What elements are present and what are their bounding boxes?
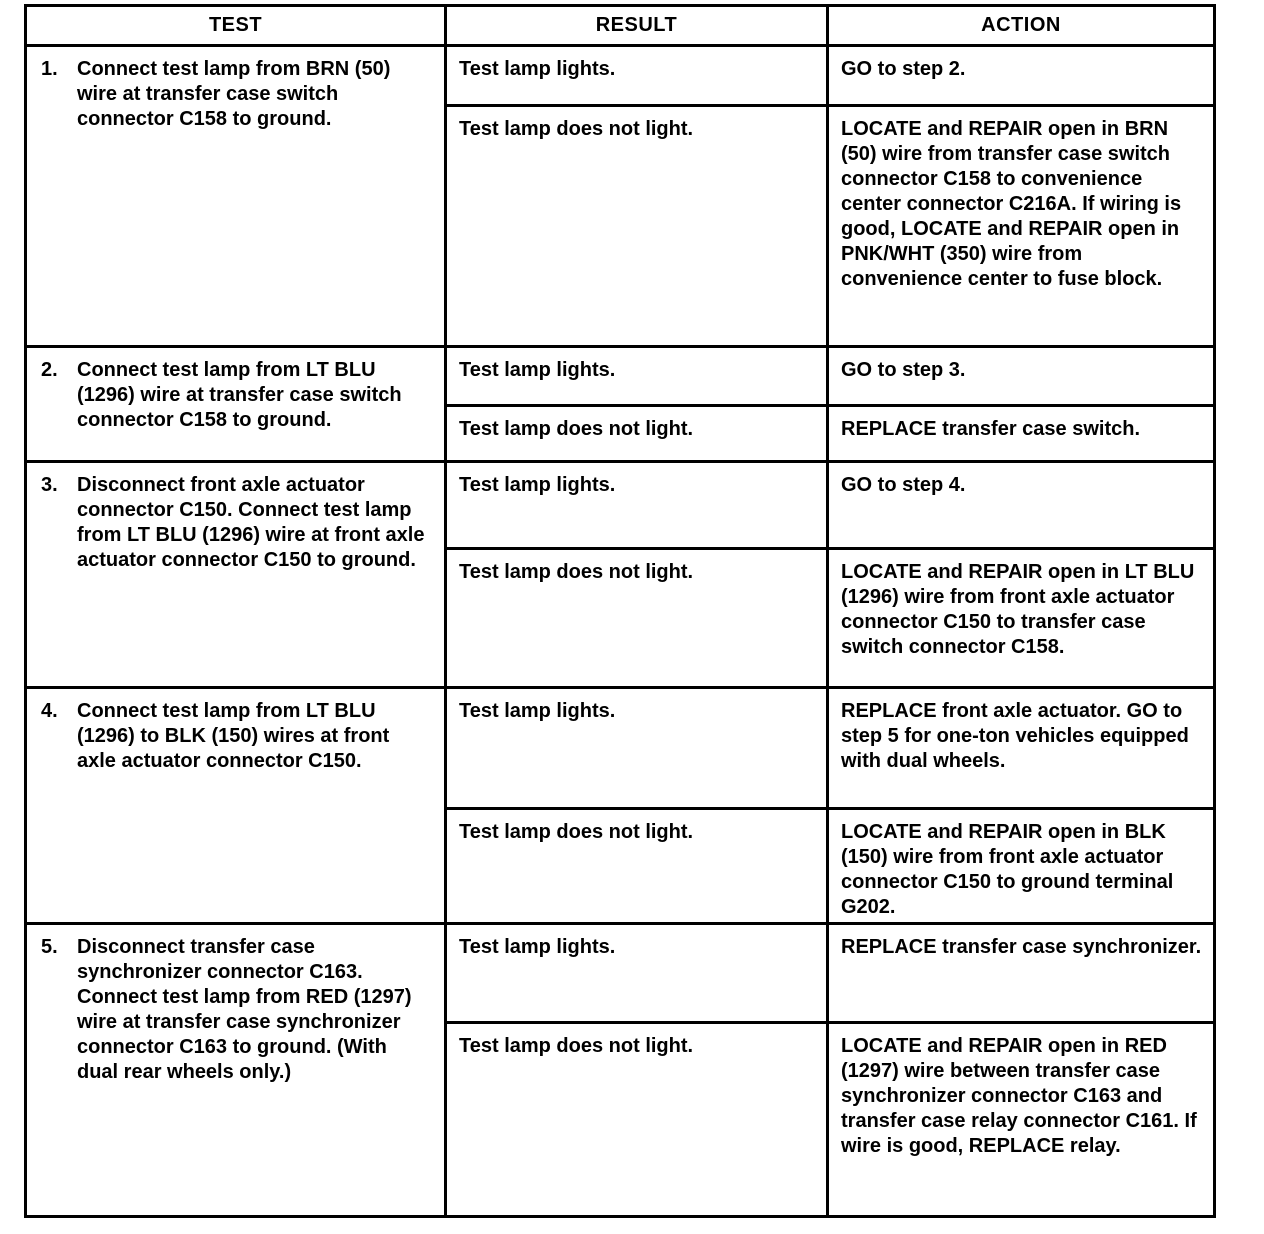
outcome-row bbox=[447, 925, 1213, 1021]
outcome-row bbox=[447, 404, 1213, 460]
step-test-text: Connect test lamp from LT BLU (1296) to BLK (150) wires at front axle actuator connector C150. bbox=[77, 700, 390, 772]
action-cell: LOCATE and REPAIR open in LT BLU (1296) wire from front axle actuator connector C150 to transfer case switch connector C158. bbox=[841, 561, 1195, 658]
result-cell: Test lamp does not light. bbox=[447, 107, 829, 345]
action-cell: REPLACE transfer case synchronizer. bbox=[841, 936, 1202, 958]
action-cell: LOCATE and REPAIR open in BRN (50) wire from transfer case switch connector C158 to convenience center connector C216A. If wiring is good, LOCATE and REPAIR open in PNK/WHT (350) wire from convenience center to fuse block. bbox=[841, 118, 1182, 290]
action-cell: GO to step 3. bbox=[841, 359, 966, 381]
outcome-row bbox=[447, 463, 1213, 547]
step-test-text: Disconnect transfer case synchronizer connector C163. Connect test lamp from RED (1297) wire at transfer case synchronizer connector C163 to ground. (With dual rear wheels only.) bbox=[77, 936, 412, 1083]
diagnostic-table bbox=[24, 4, 1216, 1218]
step-number: 2. bbox=[41, 359, 58, 381]
outcomes-step-2 bbox=[447, 348, 1213, 463]
result-cell: Test lamp does not light. bbox=[447, 407, 829, 460]
result-cell: Test lamp lights. bbox=[447, 925, 829, 1021]
outcome-row bbox=[447, 547, 1213, 686]
result-cell: Test lamp lights. bbox=[447, 463, 829, 547]
outcome-row bbox=[447, 807, 1213, 926]
result-cell: Test lamp does not light. bbox=[447, 810, 829, 926]
step-number: 3. bbox=[41, 474, 58, 496]
test-cell-step-5 bbox=[27, 925, 447, 1216]
step-test-text: Connect test lamp from BRN (50) wire at transfer case switch connector C158 to ground. bbox=[77, 58, 391, 130]
result-cell: Test lamp does not light. bbox=[447, 1024, 829, 1216]
table-grid bbox=[27, 7, 1213, 1215]
action-cell: REPLACE transfer case switch. bbox=[841, 418, 1140, 440]
outcomes-step-4 bbox=[447, 689, 1213, 925]
result-cell: Test lamp lights. bbox=[447, 47, 829, 104]
header-action: ACTION bbox=[829, 7, 1213, 47]
outcome-row bbox=[447, 689, 1213, 807]
action-cell: GO to step 4. bbox=[841, 474, 966, 496]
outcomes-step-1 bbox=[447, 47, 1213, 348]
result-cell: Test lamp lights. bbox=[447, 348, 829, 404]
action-cell: LOCATE and REPAIR open in BLK (150) wire from front axle actuator connector C150 to ground terminal G202. bbox=[841, 821, 1174, 918]
step-number: 4. bbox=[41, 700, 58, 722]
header-result: RESULT bbox=[447, 7, 829, 47]
header-test: TEST bbox=[27, 7, 447, 47]
step-test-text: Connect test lamp from LT BLU (1296) wire at transfer case switch connector C158 to ground. bbox=[77, 359, 402, 431]
step-number: 1. bbox=[41, 58, 58, 80]
action-cell: REPLACE front axle actuator. GO to step 5 for one-ton vehicles equipped with dual wheels. bbox=[841, 700, 1189, 772]
result-cell: Test lamp lights. bbox=[447, 689, 829, 807]
action-cell: GO to step 2. bbox=[841, 58, 966, 80]
outcome-row bbox=[447, 104, 1213, 345]
outcome-row bbox=[447, 47, 1213, 104]
outcomes-step-5 bbox=[447, 925, 1213, 1216]
outcome-row bbox=[447, 1021, 1213, 1216]
step-number: 5. bbox=[41, 936, 58, 958]
action-cell: LOCATE and REPAIR open in RED (1297) wire between transfer case synchronizer connector C163 and transfer case relay connector C161. If wire is good, REPLACE relay. bbox=[841, 1035, 1197, 1157]
test-cell-step-1 bbox=[27, 47, 447, 348]
step-test-text: Disconnect front axle actuator connector C150. Connect test lamp from LT BLU (1296) wire at front axle actuator connector C150 to ground. bbox=[77, 474, 425, 571]
test-cell-step-2 bbox=[27, 348, 447, 463]
test-cell-step-4 bbox=[27, 689, 447, 925]
test-cell-step-3 bbox=[27, 463, 447, 689]
result-cell: Test lamp does not light. bbox=[447, 550, 829, 686]
outcome-row bbox=[447, 348, 1213, 404]
outcomes-step-3 bbox=[447, 463, 1213, 689]
